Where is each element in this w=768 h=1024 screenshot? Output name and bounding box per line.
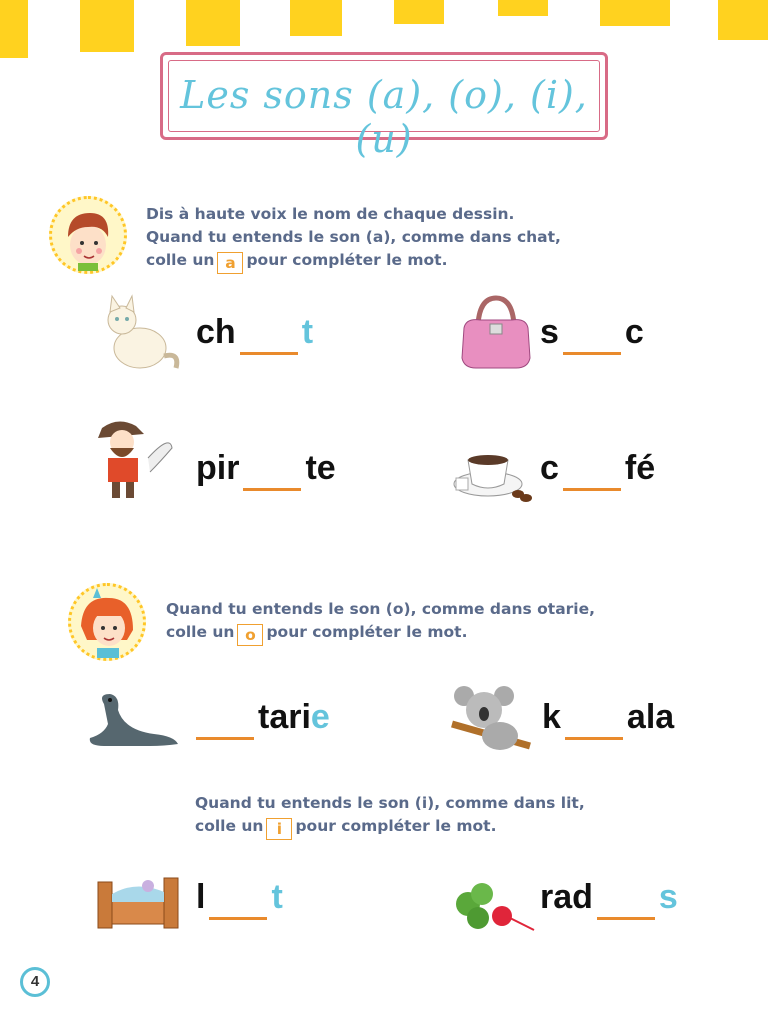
blank-slot[interactable] [565,707,623,740]
pirate-illustration [88,414,180,506]
sticker-box-i: i [266,818,292,840]
blank-slot[interactable] [563,322,621,355]
word-sac: s c [540,313,644,355]
koala-illustration [450,684,532,756]
coffee-cup-illustration [452,438,534,504]
handbag-illustration [456,294,536,372]
word-koala: k ala [542,698,674,740]
girl-avatar [68,583,146,661]
blank-slot[interactable] [209,887,267,920]
instruction-i: Quand tu entends le son (i), comme dans lit, colle un i pour compléter le mot. [195,794,585,838]
instruction-o: Quand tu entends le son (o), comme dans otarie, colle un o pour compléter le mot. [166,600,596,644]
blank-slot[interactable] [243,458,301,491]
word-radis: rad s [540,878,678,920]
cat-illustration [100,292,182,374]
word-pirate: pir te [196,449,336,491]
blank-slot[interactable] [563,458,621,491]
blank-slot[interactable] [196,707,254,740]
instruction-a: Dis à haute voix le nom de chaque dessin. Quand tu entends le son (a), comme dans chat, colle un a pour compléter le mot. [146,205,561,272]
bed-illustration [96,868,180,934]
blank-slot[interactable] [597,887,655,920]
word-chat: ch t [196,313,313,355]
sticker-box-a: a [217,252,243,274]
radish-illustration [454,878,536,936]
boy-avatar [49,196,127,274]
word-cafe: c fé [540,449,655,491]
sticker-box-o: o [237,624,263,646]
word-otarie: tarie [196,698,330,740]
seal-illustration [84,690,180,754]
page-title: Les sons (a), (o), (i), (u) [180,73,588,161]
page-number: 4 [20,967,50,997]
word-lit: l t [196,878,283,920]
top-awning-decoration [0,0,768,60]
blank-slot[interactable] [240,322,298,355]
title-frame [160,52,608,161]
